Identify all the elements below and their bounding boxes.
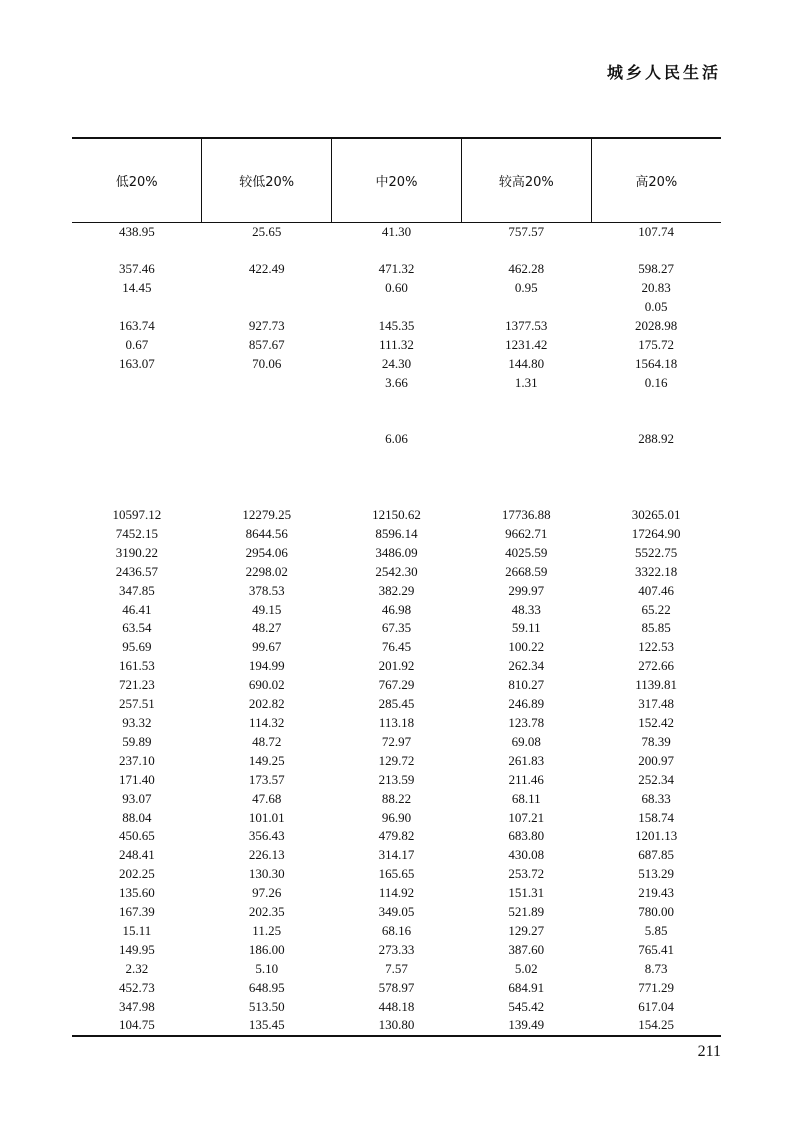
table-cell: 226.13 (248, 847, 285, 863)
table-cell: 145.35 (378, 318, 415, 334)
table-cell: 248.41 (119, 847, 155, 863)
table-cell (202, 374, 332, 393)
table-cell: 67.35 (381, 620, 412, 636)
table-cell (591, 412, 721, 431)
table-cell (72, 241, 202, 260)
table-cell: 213.59 (378, 771, 415, 787)
table-row (72, 412, 721, 431)
table-row (72, 619, 721, 638)
table-cell: 65.22 (641, 601, 671, 617)
table-cell: 288.92 (638, 431, 674, 447)
table-cell: 129.27 (508, 922, 545, 938)
table-cell: 78.39 (641, 733, 671, 749)
table-cell: 578.97 (378, 979, 415, 995)
table-row (72, 563, 721, 582)
table-row (72, 733, 721, 752)
table-cell: 0.16 (644, 374, 668, 390)
table-cell: 200.97 (638, 752, 674, 768)
table-cell: 317.48 (638, 696, 674, 712)
table-row (72, 525, 721, 544)
table-cell: 24.30 (381, 355, 412, 371)
table-cell: 810.27 (508, 677, 545, 693)
table-cell (461, 430, 591, 449)
table-cell: 107.21 (508, 809, 545, 825)
table-row (72, 657, 721, 676)
table-cell: 88.22 (381, 790, 412, 806)
table-cell: 48.33 (511, 601, 541, 617)
table-row (72, 979, 721, 998)
table-row (72, 222, 721, 241)
table-cell: 347.98 (119, 998, 155, 1014)
table-cell: 471.32 (378, 261, 415, 277)
table-cell: 130.30 (248, 866, 285, 882)
table-cell: 149.25 (248, 752, 285, 768)
table-cell: 378.53 (248, 582, 285, 598)
table-row (72, 487, 721, 506)
table-cell: 237.10 (119, 752, 155, 768)
running-head: 城乡人民生活 (606, 63, 721, 82)
table-cell: 48.72 (252, 733, 282, 749)
table-row (72, 336, 721, 355)
column-header-high: 高20% (591, 138, 721, 222)
column-header-low: 低20% (72, 138, 202, 222)
table-cell: 1377.53 (505, 318, 548, 334)
table-cell: 175.72 (638, 336, 674, 352)
table-cell: 6.06 (385, 431, 408, 447)
table-cell: 167.39 (119, 904, 155, 920)
table-cell: 46.41 (122, 601, 152, 617)
table-cell: 262.34 (508, 658, 545, 674)
table-row (72, 430, 721, 449)
table-cell: 100.22 (508, 639, 545, 655)
table-cell (72, 393, 202, 412)
table-cell (72, 449, 202, 468)
table-cell: 513.50 (248, 998, 285, 1014)
table-cell: 513.29 (638, 866, 674, 882)
table-cell: 253.72 (508, 866, 545, 882)
table-cell (72, 412, 202, 431)
table-cell: 683.80 (508, 828, 545, 844)
table-cell: 139.49 (461, 1016, 591, 1036)
table-cell: 3486.09 (375, 544, 418, 560)
table-cell: 422.49 (248, 261, 285, 277)
table-cell: 0.95 (514, 280, 538, 296)
income-quintile-table (72, 137, 721, 1037)
table-cell: 1231.42 (505, 336, 548, 352)
table-cell: 8596.14 (375, 525, 418, 541)
table-row (72, 941, 721, 960)
table-cell: 111.32 (379, 336, 414, 352)
table-cell: 25.65 (252, 223, 282, 239)
table-cell: 173.57 (248, 771, 285, 787)
table-cell: 273.33 (378, 941, 415, 957)
table-body (72, 222, 721, 1036)
table-cell: 17264.90 (631, 525, 681, 541)
table-cell: 12279.25 (242, 507, 292, 522)
table-cell (202, 487, 332, 506)
table-cell: 15.11 (122, 922, 152, 938)
table-cell: 47.68 (252, 790, 282, 806)
table-cell: 114.92 (378, 885, 415, 901)
table-cell: 171.40 (119, 771, 155, 787)
table-row (72, 865, 721, 884)
table-cell (72, 298, 202, 317)
table-cell: 104.75 (72, 1016, 202, 1036)
table-cell: 163.74 (119, 318, 155, 334)
table-cell (202, 449, 332, 468)
table-cell: 1139.81 (635, 677, 677, 693)
table-cell: 246.89 (508, 696, 545, 712)
table-cell: 257.51 (119, 696, 155, 712)
table-cell: 7.57 (385, 960, 408, 976)
table-cell: 261.83 (508, 752, 545, 768)
table-cell: 2542.30 (375, 563, 418, 579)
table-cell (591, 449, 721, 468)
table-cell: 3322.18 (634, 563, 678, 579)
table-cell: 30265.01 (631, 507, 681, 522)
table-cell (461, 393, 591, 412)
table-cell: 347.85 (119, 582, 155, 598)
table-row (72, 638, 721, 657)
table-cell: 0.05 (644, 299, 668, 315)
table-cell: 1564.18 (634, 355, 678, 371)
table-cell: 5.10 (255, 960, 279, 976)
table-row (72, 922, 721, 941)
table-cell: 14.45 (122, 280, 152, 296)
table-cell: 8644.56 (245, 525, 288, 541)
table-cell: 123.78 (508, 714, 545, 730)
table-cell (72, 468, 202, 487)
table-cell: 3.66 (385, 374, 408, 390)
table-cell: 149.95 (119, 941, 155, 957)
table-cell: 107.74 (638, 223, 674, 239)
table-cell: 430.08 (508, 847, 545, 863)
table-cell (591, 487, 721, 506)
table-cell (332, 487, 462, 506)
table-row (72, 449, 721, 468)
table-row (72, 1016, 721, 1036)
table-cell (332, 412, 462, 431)
table-cell: 69.08 (511, 733, 541, 749)
table-cell: 648.95 (248, 979, 285, 995)
table-cell: 9662.71 (505, 525, 548, 541)
table-cell (202, 298, 332, 317)
table-cell: 721.23 (119, 677, 155, 693)
table-cell: 382.29 (378, 582, 415, 598)
table-cell: 186.00 (248, 941, 285, 957)
table-cell (202, 468, 332, 487)
table-row (72, 601, 721, 620)
table-cell: 4025.59 (505, 544, 548, 560)
table-row (72, 393, 721, 412)
table-cell: 46.98 (381, 601, 412, 617)
table-cell (202, 279, 332, 298)
table-cell: 285.45 (378, 696, 415, 712)
table-cell: 8.73 (644, 960, 668, 976)
table-cell (461, 241, 591, 260)
table-cell: 41.30 (381, 223, 412, 239)
table-cell: 49.15 (252, 601, 282, 617)
table-cell: 152.42 (638, 714, 674, 730)
table-cell: 93.32 (122, 714, 152, 730)
table-cell (332, 241, 462, 260)
table-cell (332, 468, 462, 487)
table-cell: 144.80 (508, 355, 545, 371)
table-cell: 59.89 (122, 733, 152, 749)
table-cell: 113.18 (378, 714, 415, 730)
table-cell: 7452.15 (115, 525, 159, 541)
table-cell: 194.99 (248, 658, 285, 674)
table-cell: 68.11 (511, 790, 541, 806)
table-cell: 684.91 (508, 979, 545, 995)
table-cell (332, 298, 462, 317)
table-cell: 272.66 (638, 658, 674, 674)
table-cell: 479.82 (378, 828, 415, 844)
table-cell: 202.35 (248, 904, 285, 920)
table-row (72, 903, 721, 922)
table-cell (461, 449, 591, 468)
table-row (72, 714, 721, 733)
table-cell: 20.83 (641, 280, 671, 296)
table-cell: 163.07 (119, 355, 155, 371)
table-cell: 462.28 (508, 261, 545, 277)
table-cell (202, 393, 332, 412)
table-cell: 450.65 (119, 828, 155, 844)
table-cell (332, 449, 462, 468)
table-cell: 357.46 (119, 261, 155, 277)
table-row (72, 279, 721, 298)
table-row (72, 809, 721, 828)
table-cell: 101.01 (248, 809, 285, 825)
table-cell: 0.60 (385, 280, 408, 296)
table-cell (461, 468, 591, 487)
table-cell: 2668.59 (505, 563, 548, 579)
table-cell: 2028.98 (634, 318, 678, 334)
table-cell: 757.57 (508, 223, 545, 239)
table-cell: 202.82 (248, 696, 285, 712)
table-cell: 407.46 (638, 582, 674, 598)
table-row (72, 884, 721, 903)
table-cell (72, 374, 202, 393)
table-cell: 771.29 (638, 979, 674, 995)
table-cell: 211.46 (508, 771, 544, 787)
table-cell: 314.17 (378, 847, 415, 863)
table-row (72, 298, 721, 317)
table-cell: 17736.88 (501, 507, 551, 522)
table-cell: 617.04 (638, 998, 674, 1014)
table-row (72, 544, 721, 563)
table-cell: 135.45 (202, 1016, 332, 1036)
table-cell: 122.53 (638, 639, 674, 655)
table-cell: 690.02 (248, 677, 285, 693)
table-row (72, 827, 721, 846)
table-cell: 387.60 (508, 941, 545, 957)
table-cell: 93.07 (122, 790, 152, 806)
table-row (72, 317, 721, 336)
table-cell: 151.31 (508, 885, 545, 901)
table-cell: 97.26 (252, 885, 282, 901)
table-cell: 780.00 (638, 904, 674, 920)
table-cell: 85.85 (641, 620, 671, 636)
table-cell: 687.85 (638, 847, 674, 863)
table-cell: 99.67 (252, 639, 282, 655)
table-cell: 63.54 (122, 620, 152, 636)
table-row (72, 771, 721, 790)
table-cell: 165.65 (378, 866, 415, 882)
table-cell: 48.27 (252, 620, 282, 636)
table-cell: 1.31 (514, 374, 538, 390)
table-cell (461, 412, 591, 431)
table-cell: 356.43 (248, 828, 285, 844)
table-cell (591, 241, 721, 260)
table-cell: 88.04 (122, 809, 152, 825)
table-cell: 448.18 (378, 998, 415, 1014)
table-cell: 765.41 (638, 941, 674, 957)
table-cell: 96.90 (381, 809, 412, 825)
table-cell: 299.97 (508, 582, 545, 598)
table-row (72, 960, 721, 979)
table-cell: 767.29 (378, 677, 415, 693)
table-cell: 5522.75 (634, 544, 678, 560)
table-cell (202, 412, 332, 431)
table-row (72, 676, 721, 695)
table-cell: 452.73 (119, 979, 155, 995)
table-row (72, 695, 721, 714)
table-row (72, 998, 721, 1017)
table-row (72, 241, 721, 260)
table-cell: 76.45 (381, 639, 412, 655)
table-cell: 857.67 (248, 336, 285, 352)
table-cell (591, 393, 721, 412)
column-header-lower-middle: 较低20% (202, 138, 332, 222)
page-number: 211 (697, 1043, 721, 1060)
table-cell (202, 241, 332, 260)
table-cell: 5.02 (514, 960, 538, 976)
table-cell: 11.25 (252, 922, 282, 938)
table-cell: 70.06 (252, 355, 282, 371)
table-cell (591, 468, 721, 487)
table-cell: 68.16 (381, 922, 412, 938)
table-cell: 521.89 (508, 904, 545, 920)
table-cell: 154.25 (591, 1016, 721, 1036)
table-cell: 72.97 (381, 733, 412, 749)
table-cell: 201.92 (378, 658, 415, 674)
table-cell: 59.11 (511, 620, 541, 636)
table-cell: 135.60 (119, 885, 155, 901)
table-cell: 598.27 (638, 261, 674, 277)
table-cell (461, 487, 591, 506)
table-row (72, 355, 721, 374)
table-cell: 2.32 (125, 960, 149, 976)
table-cell: 130.80 (332, 1016, 462, 1036)
table-cell (72, 487, 202, 506)
table-cell: 68.33 (641, 790, 671, 806)
table-row (72, 468, 721, 487)
table-cell: 0.67 (125, 336, 149, 352)
table-cell: 927.73 (248, 318, 285, 334)
table-cell: 95.69 (122, 639, 152, 655)
table-cell: 3190.22 (115, 544, 159, 560)
table-cell: 12150.62 (372, 507, 421, 522)
table-cell: 1201.13 (634, 828, 678, 844)
table-cell: 2954.06 (245, 544, 288, 560)
table-row (72, 846, 721, 865)
table-cell: 202.25 (119, 866, 155, 882)
table-cell: 252.34 (638, 771, 674, 787)
data-table-container (72, 137, 721, 1037)
table-cell: 10597.12 (112, 507, 162, 522)
header-row (72, 138, 721, 222)
table-cell: 438.95 (119, 223, 155, 239)
table-cell (461, 298, 591, 317)
table-row (72, 374, 721, 393)
table-cell: 349.05 (378, 904, 415, 920)
table-cell: 158.74 (638, 809, 674, 825)
column-header-upper-middle: 较高20% (461, 138, 591, 222)
column-header-middle: 中20% (332, 138, 462, 222)
table-cell (72, 430, 202, 449)
table-cell: 2436.57 (115, 563, 159, 579)
table-cell (332, 393, 462, 412)
table-cell: 219.43 (638, 885, 674, 901)
table-row (72, 790, 721, 809)
table-cell: 129.72 (378, 752, 415, 768)
table-cell: 2298.02 (245, 563, 288, 579)
table-row (72, 752, 721, 771)
table-cell: 545.42 (508, 998, 545, 1014)
table-cell: 161.53 (119, 658, 155, 674)
table-row (72, 260, 721, 279)
table-row (72, 506, 721, 525)
table-row (72, 582, 721, 601)
table-cell: 114.32 (249, 714, 285, 730)
table-cell: 5.85 (644, 922, 668, 938)
table-cell (202, 430, 332, 449)
